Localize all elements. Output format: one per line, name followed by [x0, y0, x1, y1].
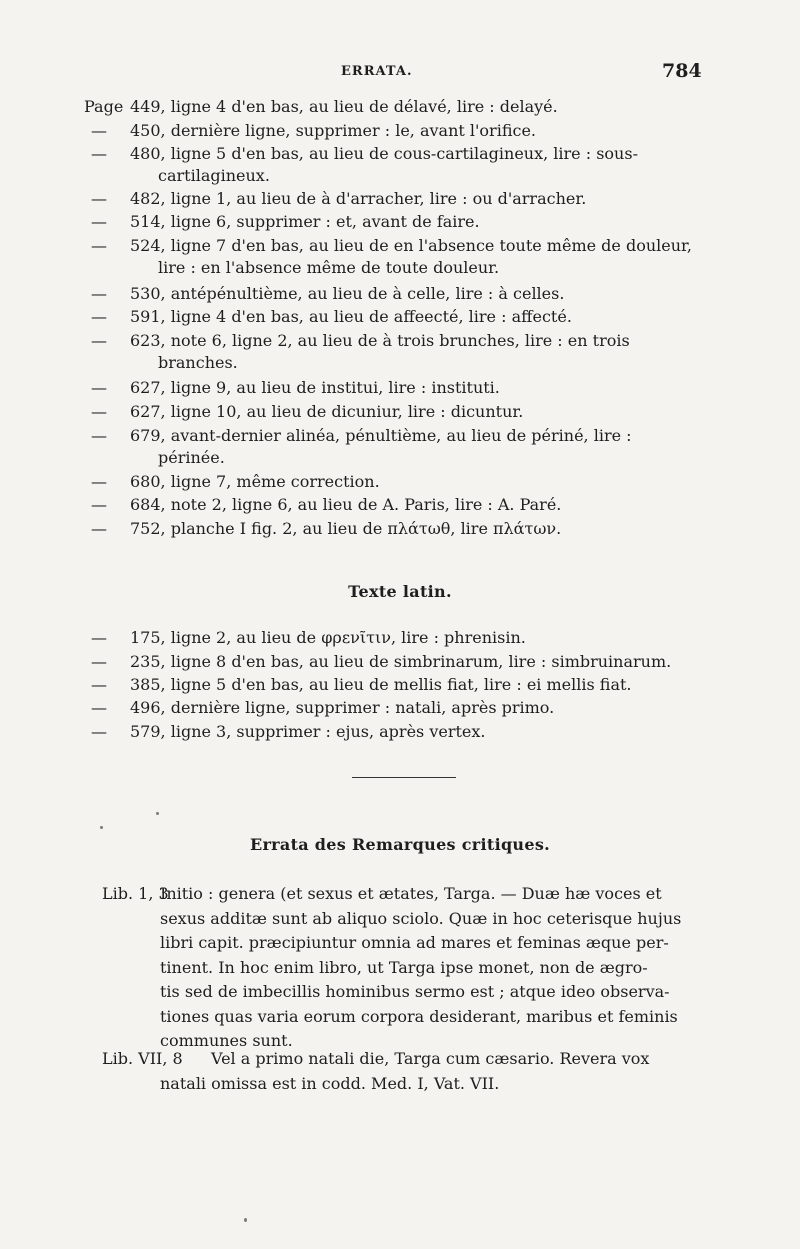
entry-text: 482, ligne 1, au lieu de à d'arracher, lire : ou d'arracher.: [130, 189, 587, 208]
remark-body: [160, 1047, 763, 1096]
entry-text: 524, ligne 7 d'en bas, au lieu de en l'absence toute même de douleur,: [130, 236, 693, 255]
entry-continuation: branches.: [158, 353, 238, 372]
remark-line: tinent. In hoc enim libro, ut Targa ipse monet, non de ægro-: [160, 957, 648, 977]
ink-speck: [100, 826, 103, 829]
entry-text: 175, ligne 2, au lieu de φρενῖτιν, lire : phrenisin.: [130, 628, 526, 647]
running-head: [0, 60, 800, 84]
entry-text: 679, avant-dernier alinéa, pénultième, au lieu de périné, lire :: [130, 426, 632, 445]
entry-continuation: périnée.: [158, 448, 225, 467]
entry-text: 684, note 2, ligne 6, au lieu de A. Paris, lire : A. Paré.: [130, 495, 562, 514]
entry-text: 514, ligne 6, supprimer : et, avant de faire.: [130, 212, 480, 231]
entry-prefix: —: [91, 426, 107, 445]
remark-line: tis sed de imbecillis hominibus sermo est ; atque ideo observa-: [160, 982, 670, 1001]
entry-text: 450, dernière ligne, supprimer : le, avant l'orifice.: [130, 121, 536, 140]
entry-prefix: —: [91, 284, 107, 303]
entry-text: 480, ligne 5 d'en bas, au lieu de cous-cartilagineux, lire : sous-: [130, 144, 638, 163]
entry-prefix: —: [91, 236, 107, 255]
section-divider: [352, 777, 456, 778]
remark-body: [160, 882, 712, 1054]
entry-text: 449, ligne 4 d'en bas, au lieu de délavé, lire : delayé.: [130, 97, 558, 116]
entry-text: 752, planche I fig. 2, au lieu de πλάτωθ, lire πλάτων.: [130, 519, 562, 538]
ink-speck: [156, 812, 159, 815]
remark-line: natali omissa est in codd. Med. I, Vat. VII.: [160, 1073, 500, 1093]
entry-continuation: cartilagineux.: [158, 166, 270, 185]
entry-prefix: —: [91, 472, 107, 491]
section-title-latin: Texte latin.: [348, 582, 452, 601]
entry-prefix: —: [91, 402, 107, 421]
remark-line: Vel a primo natali die, Targa cum cæsario. Revera vox: [211, 1049, 650, 1068]
entry-prefix: —: [91, 519, 107, 538]
entry-prefix: —: [91, 121, 107, 140]
entry-continuation: lire : en l'absence même de toute douleur.: [158, 258, 500, 277]
entry-text: 623, note 6, ligne 2, au lieu de à trois brunches, lire : en trois: [130, 331, 630, 350]
entry-prefix: —: [91, 212, 107, 231]
remark-line: communes sunt.: [160, 1031, 293, 1050]
entry-prefix: —: [91, 675, 107, 694]
entry-prefix: —: [91, 189, 107, 208]
remark-line: libri capit. præcipiuntur omnia ad mares et feminas æque per-: [160, 933, 669, 952]
entry-prefix: Page: [84, 97, 124, 116]
entry-prefix: —: [91, 698, 107, 717]
entry-text: 496, dernière ligne, supprimer : natali, après primo.: [130, 698, 555, 717]
entry-text: 530, antépénultième, au lieu de à celle, lire : à celles.: [130, 284, 565, 303]
section-title-remarques: Errata des Remarques critiques.: [249, 835, 551, 854]
ink-speck: [244, 1218, 247, 1222]
entry-text: 235, ligne 8 d'en bas, au lieu de simbrinarum, lire : simbruinarum.: [130, 652, 672, 671]
entry-prefix: —: [91, 331, 107, 350]
remark-reference: Lib. VII, 8: [102, 1049, 183, 1068]
entry-prefix: —: [91, 722, 107, 741]
entry-prefix: —: [91, 628, 107, 647]
remark-reference: Lib. 1, 3: [102, 884, 169, 903]
remark-line: Initio : genera (et sexus et ætates, Targa. — Duæ hæ voces et: [160, 884, 662, 903]
entry-text: 579, ligne 3, supprimer : ejus, après vertex.: [130, 722, 486, 741]
entry-text: 591, ligne 4 d'en bas, au lieu de affeecté, lire : affecté.: [130, 307, 572, 326]
remark-line: tiones quas varia eorum corpora desiderant, maribus et feminis: [160, 1006, 678, 1026]
entry-prefix: —: [91, 652, 107, 671]
entry-prefix: —: [91, 378, 107, 397]
page-number: 784: [662, 60, 702, 82]
entry-text: 627, ligne 10, au lieu de dicuniur, lire : dicuntur.: [130, 402, 524, 421]
running-head-title: ERRATA.: [341, 64, 413, 79]
entry-prefix: —: [91, 495, 107, 514]
remark-line: sexus additæ sunt ab aliquo sciolo. Quæ in hoc ceterisque hujus: [160, 908, 682, 928]
entry-text: 680, ligne 7, même correction.: [130, 472, 380, 491]
entry-text: 627, ligne 9, au lieu de institui, lire : instituti.: [130, 378, 500, 397]
entry-prefix: —: [91, 307, 107, 326]
entry-text: 385, ligne 5 d'en bas, au lieu de mellis fiat, lire : ei mellis fiat.: [130, 675, 632, 694]
entry-prefix: —: [91, 144, 107, 163]
